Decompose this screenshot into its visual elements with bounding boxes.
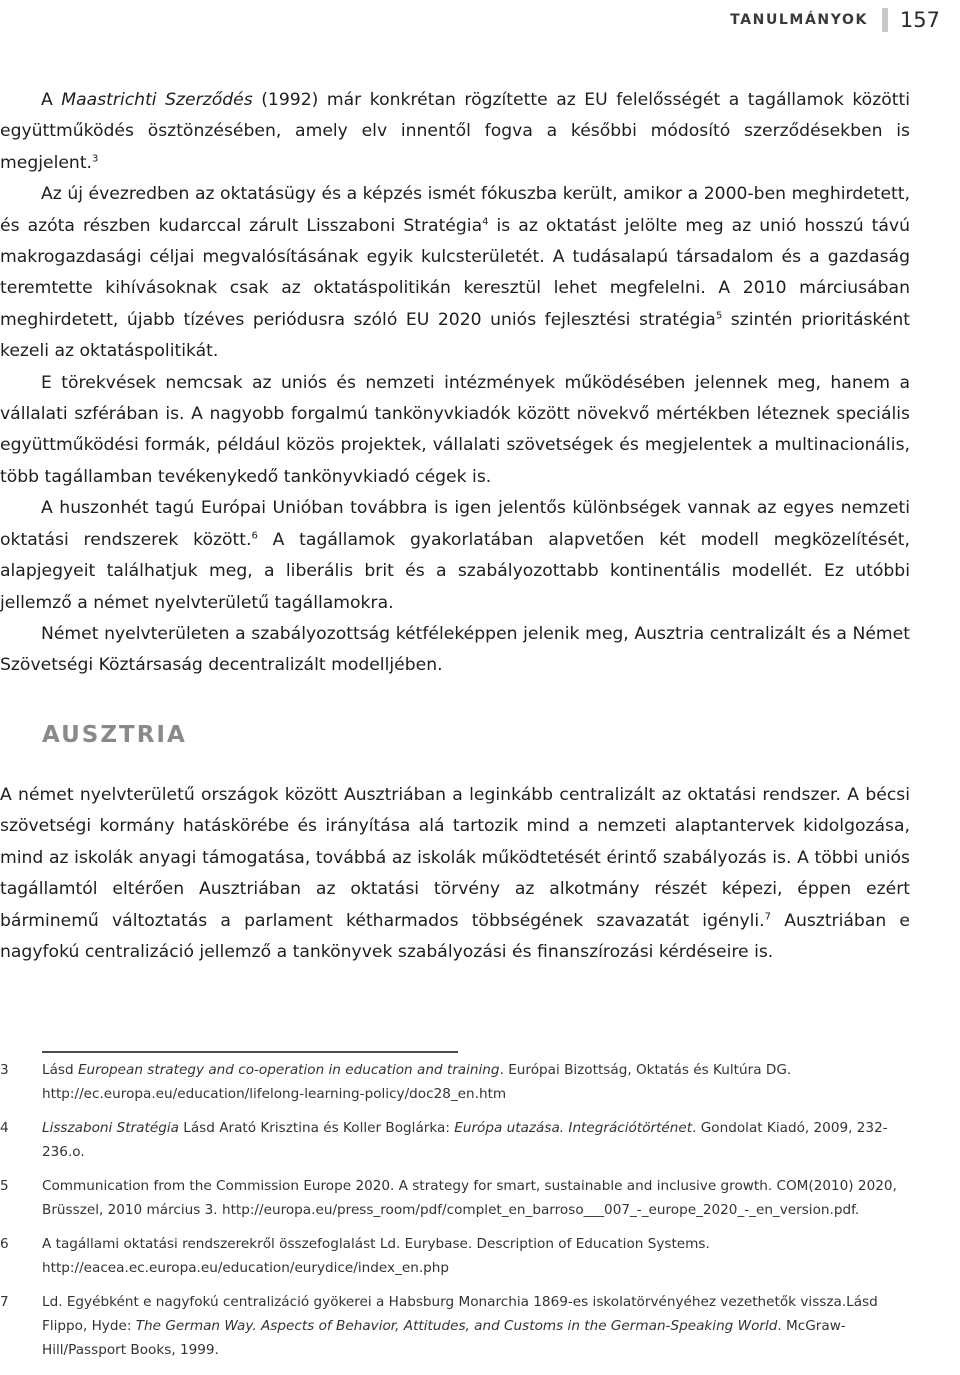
body-text xyxy=(0,85,910,682)
footnote-text[interactable]: Communication from the Commission Europe 2020. A strategy for smart, sustainable and inclusive growth. COM(2010) 2020, Brüsszel, 2010 március 3. http://europa.eu/press_room/pdf/complet_en_barroso___007_-_europe_2020_-_en_version.pdf. xyxy=(42,1178,897,1218)
footnotes xyxy=(0,1058,910,1372)
header-divider xyxy=(882,8,888,32)
italic-title: Maastrichti Szerződés xyxy=(61,90,253,110)
footnote-text xyxy=(42,1116,910,1164)
text-run: Ld. Egyébként e nagyfokú centralizáció gyökerei a Habsburg Monarchia 1869-es iskolatörvényéhez vezethetők vissza.Lásd Flippo, Hyde: xyxy=(42,1294,878,1334)
text-run: is az oktatást jelölte meg az unió hosszú távú makrogazdasági céljai megvalósításának egyik kulcsterületét. A tudásalapú társadalom és a gazdaság teremtette kihívásoknak csak az oktatáspolitikán keresztül lehet megfelelni. A 2010 márciusában meghirdetett, újabb tízéves periódusra szóló EU 2020 uniós fejlesztési stratégia xyxy=(0,215,910,330)
footnote-ref[interactable]: 4 xyxy=(482,215,489,227)
italic-title: Lisszaboni Stratégia xyxy=(42,1120,179,1136)
text-run: Lásd Arató Krisztina és Koller Boglárka: xyxy=(178,1120,455,1136)
text-run: . McGraw-Hill/Passport Books, 1999. xyxy=(42,1318,846,1358)
footnote-ref[interactable]: 6 xyxy=(251,529,258,541)
page-number: 157 xyxy=(899,8,940,32)
text-run: Lásd xyxy=(42,1062,78,1078)
footnote-number: 3 xyxy=(0,1062,9,1078)
footnote-ref[interactable]: 5 xyxy=(715,310,723,322)
footnote-6 xyxy=(0,1232,910,1280)
text-run: A huszonhét tagú Európai Unióban továbbra is igen jelentős különbségek vannak az egyes nemzeti oktatási rendszerek között. xyxy=(0,498,910,550)
paragraph-4 xyxy=(0,493,910,619)
italic-title: The German Way. Aspects of Behavior, Attitudes, and Customs in the German-Speaking World xyxy=(135,1318,778,1334)
footnote-7 xyxy=(0,1290,910,1362)
paragraph-5: Német nyelvterületen a szabályozottság kétféleképpen jelenik meg, Ausztria centralizált és a Német Szövetségi Köztársaság decentralizált modelljében. xyxy=(0,623,910,676)
footnote-ref[interactable]: 7 xyxy=(764,910,772,922)
footnote-text[interactable]: A tagállami oktatási rendszerekről összefoglalást Ld. Eurybase. Description of Education Systems. http://eacea.ec.europa.eu/education/eurydice/index_en.php xyxy=(42,1236,710,1276)
footnote-ref[interactable]: 3 xyxy=(92,153,99,165)
footnote-5 xyxy=(0,1174,910,1222)
section-body xyxy=(0,780,910,968)
footnote-number: 4 xyxy=(0,1120,9,1136)
paragraph-3: E törekvések nemcsak az uniós és nemzeti intézmények működésében jelennek meg, hanem a vállalati szférában is. A nagyobb forgalmú tankönyvkiadók között növekvő mértékben léteznek speciális együttműködési formák, például közös projektek, vállalati szövetségek és megjelentek a multinacionális, több tagállamban tevékenykedő tankönyvkiadó cégek is. xyxy=(0,372,910,487)
section-heading: AUSZTRIA xyxy=(42,722,187,748)
footnote-text xyxy=(42,1058,910,1106)
footnote-number: 5 xyxy=(0,1178,9,1194)
text-run: (1992) már konkrétan rögzítette az EU felelősségét a tagállamok közötti együttműködés ösztönzésében, amely elv innentől fogva a későbbi módosító szerződésekben is megjelent. xyxy=(0,90,910,173)
text-run: . Gondolat Kiadó, 2009, 232-236.o. xyxy=(42,1120,888,1160)
text-run: A xyxy=(41,90,62,110)
footnote-rule xyxy=(42,1051,458,1053)
section-paragraph xyxy=(0,780,910,968)
footnote-3 xyxy=(0,1058,910,1106)
italic-title: European strategy and co-operation in education and training xyxy=(77,1062,500,1078)
running-head xyxy=(730,8,940,32)
text-run: Ausztriában e nagyfokú centralizáció jellemző a tankönyvek szabályozási és finanszírozási kérdéseire is. xyxy=(0,910,911,963)
paragraph-2 xyxy=(0,179,910,367)
footnote-4 xyxy=(0,1116,910,1164)
text-run[interactable]: . Európai Bizottság, Oktatás és Kultúra DG. http://ec.europa.eu/education/lifelong-learning-policy/doc28_en.htm xyxy=(42,1062,792,1102)
paragraph-1 xyxy=(0,85,910,179)
footnote-number: 7 xyxy=(0,1294,9,1310)
text-run: A német nyelvterületű országok között Ausztriában a leginkább centralizált az oktatási rendszer. A bécsi szövetségi kormány hatáskörébe és irányítása alá tartozik mind a nemzeti alaptantervek kidolgozása, mind az iskolák anyagi támogatása, továbbá az iskolák működtetését érintő szabályozás is. A többi uniós tagállamtól eltérően Ausztriában az oktatási törvény az alkotmány részét képezi, éppen ezért bárminemű változtatás a parlament kétharmados többségének szavazatát igényli. xyxy=(0,785,910,931)
section-name: TANULMÁNYOK xyxy=(730,12,868,28)
text-run: A tagállamok gyakorlatában alapvetően két modell megközelítését, alapjegyeit találhatjuk meg, a liberális brit és a szabályozottabb kontinentális modellét. Ez utóbbi jellemző a német nyelvterületű tagállamokra. xyxy=(0,529,910,613)
italic-title: Európa utazása. Integrációtörténet xyxy=(454,1120,693,1136)
footnote-text xyxy=(42,1290,910,1362)
text-run: szintén prioritásként kezeli az oktatáspolitikát. xyxy=(0,309,910,362)
text-run: Az új évezredben az oktatásügy és a képzés ismét fókuszba került, amikor a 2000-ben meghirdetett, és azóta részben kudarccal zárult Lisszaboni Stratégia xyxy=(0,184,910,236)
footnote-number: 6 xyxy=(0,1236,9,1252)
